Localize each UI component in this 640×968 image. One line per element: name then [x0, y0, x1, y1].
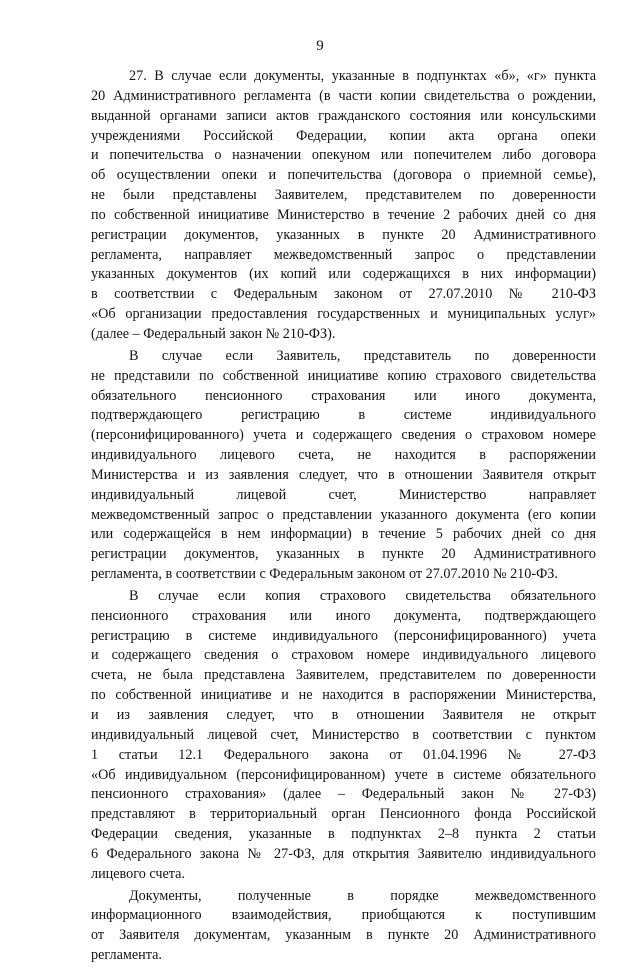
text-line: выданной органами записи актов гражданского состояния или консульскими: [91, 107, 596, 124]
text-line: 6 Федерального закона № 27-ФЗ, для открытия Заявителю индивидуального: [91, 845, 596, 862]
text-line: В случае если Заявитель, представитель по доверенности: [129, 347, 596, 364]
text-line: не были представлены Заявителем, представителем по доверенности: [91, 187, 596, 204]
text-line: регистрации документов, указанных в пункте 20 Административного: [91, 546, 596, 563]
paragraph-3: [91, 587, 596, 885]
text-line: В случае если копия страхового свидетельства обязательного: [129, 587, 596, 604]
text-line: 1 статьи 12.1 Федерального закона от 01.04.1996 № 27-ФЗ: [91, 746, 596, 763]
text-line: и попечительства о назначении опекуном или попечителем либо договора: [91, 147, 596, 164]
text-line: индивидуального лицевого счета, не находится в распоряжении: [91, 447, 596, 464]
page-number: 9: [316, 38, 324, 54]
text-line: (персонифицированного) учета и содержащего сведения о страховом номере: [91, 427, 596, 444]
text-line: 20 Административного регламента (в части копии свидетельства о рождении,: [91, 87, 596, 104]
text-line: Федерации сведения, указанные в подпунктах 2–8 пункта 2 статьи: [91, 826, 596, 843]
text-line: лицевого счета.: [91, 865, 186, 882]
text-line: указанных документов (их копий или содержащихся в них информации): [91, 266, 596, 283]
text-line: или содержащейся в нем информации) в течение 5 рабочих дней со дня: [91, 526, 596, 543]
text-line: «Об индивидуальном (персонифицированном) учете в системе обязательного: [91, 766, 596, 783]
text-line: регламента.: [91, 947, 162, 964]
text-line: Министерства и из заявления следует, что в отношении Заявителя открыт: [91, 466, 596, 483]
text-line: и из заявления следует, что в отношении Заявителя не открыт: [91, 707, 596, 723]
text-line: индивидуальный лицевой счет, Министерство в соответствии с пунктом: [91, 726, 596, 743]
text-line: учреждениями Российской Федерации, копии акта органа опеки: [91, 127, 596, 144]
text-line: по собственной инициативе и не находится в распоряжении Министерства,: [91, 687, 596, 704]
text-line: представляют в территориальный орган Пенсионного фонда Российской: [91, 806, 596, 823]
text-line: счета, не была представлена Заявителем, представителем по доверенности: [91, 667, 596, 684]
text-line: в соответствии с Федеральным законом от 27.07.2010 № 210-ФЗ: [91, 286, 596, 303]
text-line: регистрации документов, указанных в пункте 20 Административного: [91, 226, 596, 243]
text-line: обязательного пенсионного страхования или иного документа,: [91, 387, 596, 404]
text-line: межведомственный запрос о представлении указанного документа (его копии: [91, 506, 596, 523]
text-line: не представили по собственной инициативе копию страхового свидетельства: [91, 367, 596, 384]
paragraph-2: [91, 347, 596, 585]
text-line: регламента, направляет межведомственный запрос о представлении: [91, 246, 596, 263]
document-body: [91, 67, 596, 968]
text-line: от Заявителя документам, указанным в пункте 20 Административного: [91, 927, 596, 944]
text-line: индивидуальный лицевой счет, Министерство направляет: [91, 486, 596, 503]
text-line: (далее – Федеральный закон № 210-ФЗ).: [91, 325, 336, 342]
text-line: регламента, в соответствии с Федеральным законом от 27.07.2010 № 210-ФЗ.: [91, 566, 558, 583]
text-line: 27. В случае если документы, указанные в подпунктах «б», «г» пункта: [129, 68, 596, 84]
text-line: об осуществлении опеки и попечительства (договора о приемной семье),: [91, 167, 596, 184]
text-line: «Об организации предоставления государственных и муниципальных услуг»: [91, 306, 596, 323]
text-line: пенсионного страхования» (далее – Федеральный закон № 27-ФЗ): [91, 786, 596, 803]
text-line: подтверждающего регистрацию в системе индивидуального: [91, 407, 596, 424]
text-line: Документы, полученные в порядке межведомственного: [129, 887, 596, 904]
text-line: регистрацию в системе индивидуального (персонифицированного) учета: [91, 627, 596, 644]
paragraph-4: [91, 887, 596, 966]
paragraph-1: [91, 67, 596, 345]
text-line: и содержащего сведения о страховом номере индивидуального лицевого: [91, 647, 596, 664]
text-line: пенсионного страхования или иного документа, подтверждающего: [91, 607, 596, 624]
text-line: информационного взаимодействия, приобщаются к поступившим: [91, 907, 596, 924]
text-line: по собственной инициативе Министерство в течение 2 рабочих дней со дня: [91, 206, 596, 223]
